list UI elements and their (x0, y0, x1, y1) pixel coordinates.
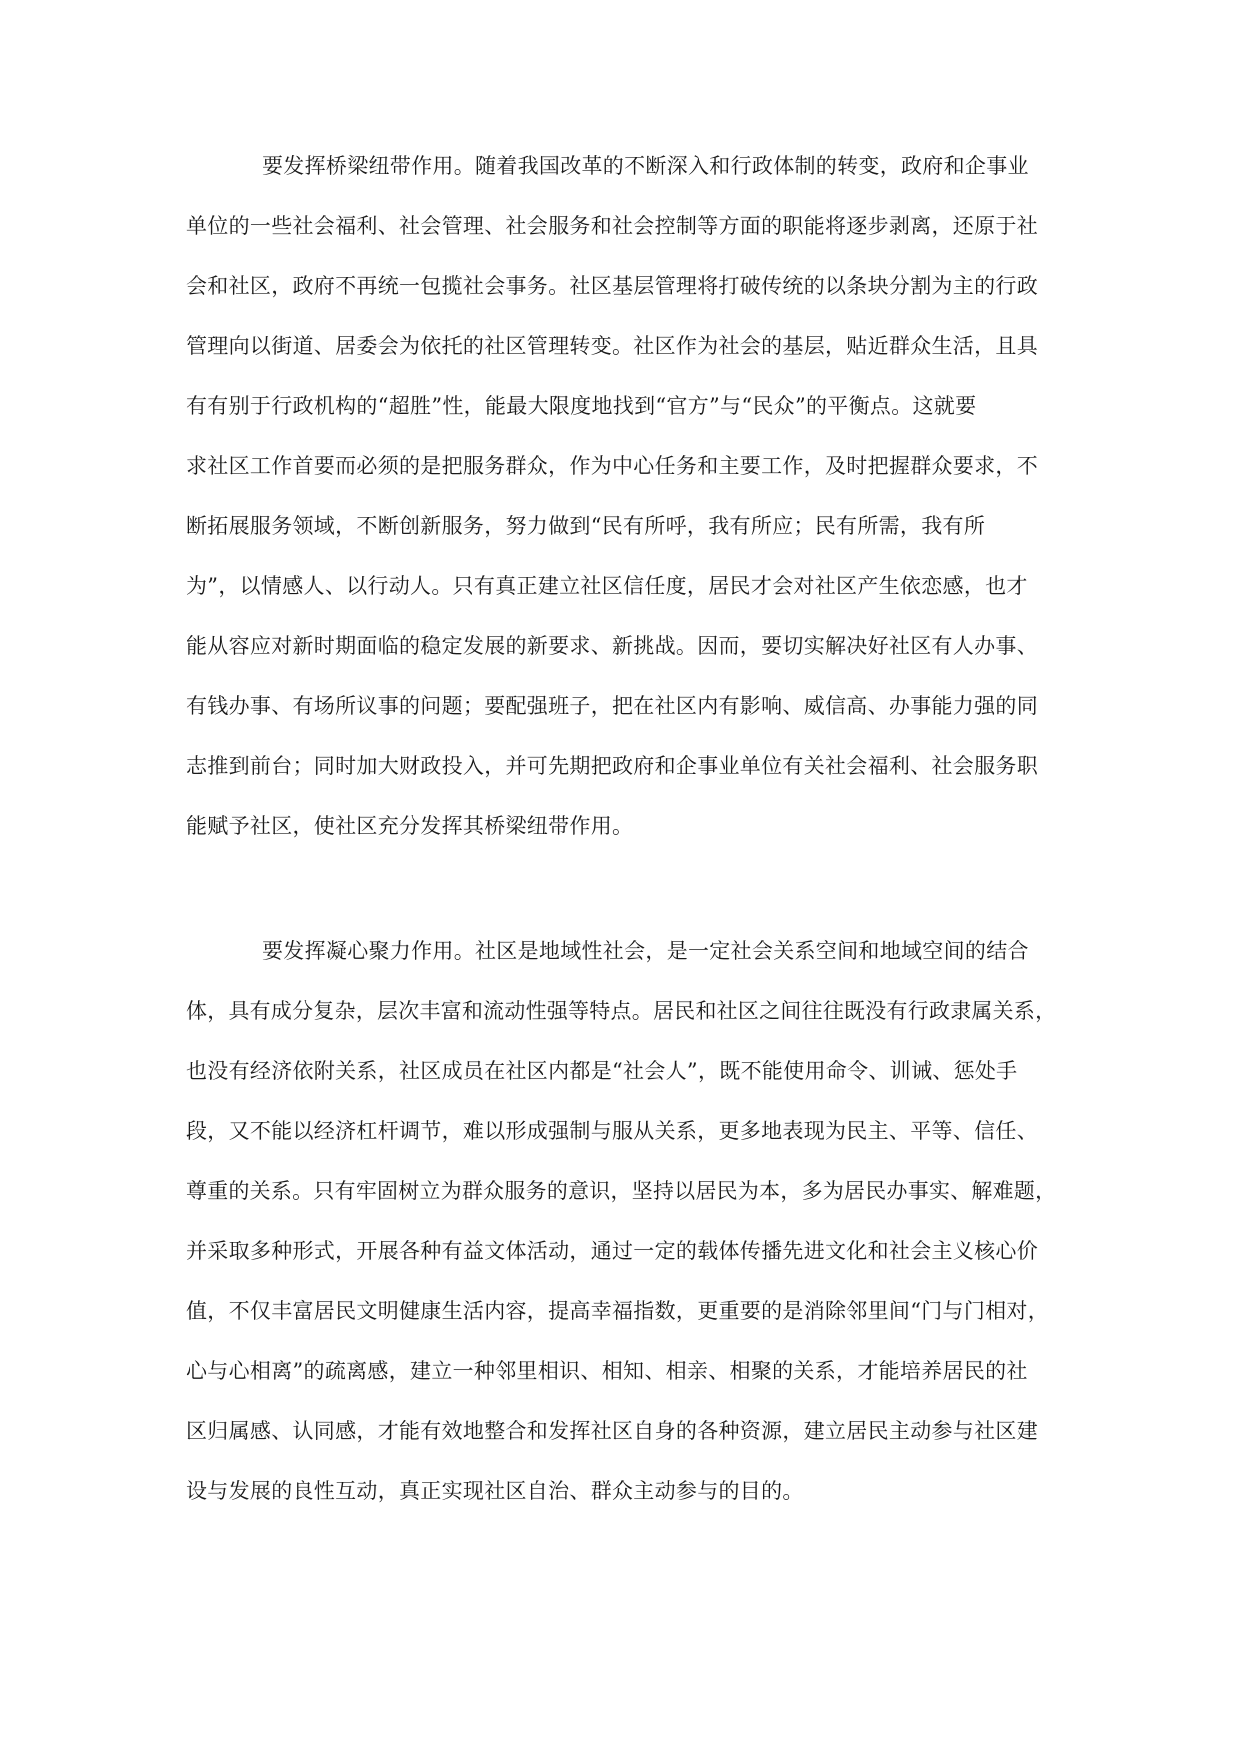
text-line: 心与心相离”的疏离感，建立一种邻里相识、相知、相亲、相聚的关系，才能培养居民的社 (186, 1359, 1028, 1383)
text-line: 设与发展的良性互动，真正实现社区自治、群众主动参与的目的。 (186, 1479, 804, 1503)
text-line: 区归属感、认同感，才能有效地整合和发挥社区自身的各种资源，建立居民主动参与社区建 (186, 1419, 1038, 1443)
text-line: 有钱办事、有场所议事的问题；要配强班子，把在社区内有影响、威信高、办事能力强的同 (186, 694, 1038, 718)
text-line: 有有别于行政机构的“超胜”性，能最大限度地找到“官方”与“民众”的平衡点。这就要 (186, 394, 977, 418)
text-line: 体，具有成分复杂，层次丰富和流动性强等特点。居民和社区之间往往既没有行政隶属关系， (186, 999, 1057, 1023)
text-line: 要发挥凝心聚力作用。社区是地域性社会，是一定社会关系空间和地域空间的结合 (262, 939, 1029, 963)
text-line: 管理向以街道、居委会为依托的社区管理转变。社区作为社会的基层，贴近群众生活，且具 (186, 334, 1038, 358)
text-line: 求社区工作首要而必须的是把服务群众，作为中心任务和主要工作，及时把握群众要求，不 (186, 454, 1038, 478)
text-line: 能赋予社区，使社区充分发挥其桥梁纽带作用。 (186, 814, 634, 838)
text-line: 能从容应对新时期面临的稳定发展的新要求、新挑战。因而，要切实解决好社区有人办事、 (186, 634, 1038, 658)
text-line: 断拓展服务领域，不断创新服务，努力做到“民有所呼，我有所应；民有所需，我有所 (186, 514, 986, 538)
text-line: 单位的一些社会福利、社会管理、社会服务和社会控制等方面的职能将逐步剥离，还原于社 (186, 214, 1038, 238)
text-line: 并采取多种形式，开展各种有益文体活动，通过一定的载体传播先进文化和社会主义核心价 (186, 1239, 1038, 1263)
text-line: 为”，以情感人、以行动人。只有真正建立社区信任度，居民才会对社区产生依恋感，也才 (186, 574, 1028, 598)
text-line: 值，不仅丰富居民文明健康生活内容，提高幸福指数，更重要的是消除邻里间“门与门相对， (186, 1299, 1050, 1323)
text-line: 志推到前台；同时加大财政投入，并可先期把政府和企事业单位有关社会福利、社会服务职 (186, 754, 1038, 778)
text-line: 会和社区，政府不再统一包揽社会事务。社区基层管理将打破传统的以条块分割为主的行政 (186, 274, 1038, 298)
text-line: 尊重的关系。只有牢固树立为群众服务的意识，坚持以居民为本，多为居民办事实、解难题， (186, 1179, 1057, 1203)
text-line: 要发挥桥梁纽带作用。随着我国改革的不断深入和行政体制的转变，政府和企事业 (262, 154, 1029, 178)
text-line: 也没有经济依附关系，社区成员在社区内都是“社会人”，既不能使用命令、训诫、惩处手 (186, 1059, 1018, 1083)
text-line: 段，又不能以经济杠杆调节，难以形成强制与服从关系，更多地表现为民主、平等、信任、 (186, 1119, 1038, 1143)
